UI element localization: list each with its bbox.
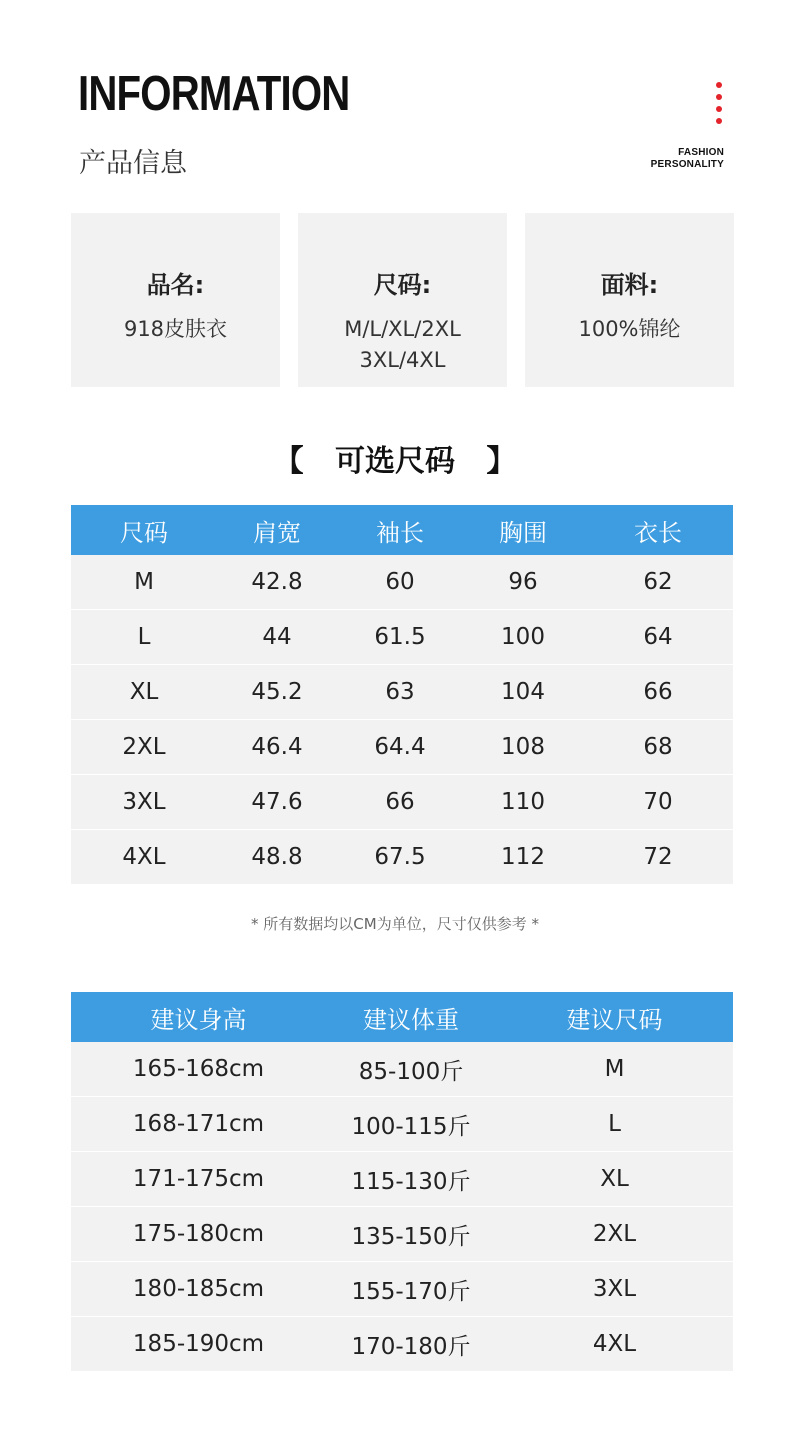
table-row xyxy=(71,1042,733,1097)
table-row xyxy=(71,555,733,610)
table-row xyxy=(71,1097,733,1152)
page-subtitle: 产品信息 xyxy=(79,148,187,179)
column-header: 袖长 xyxy=(337,505,463,555)
column-header: 建议身高 xyxy=(71,992,326,1042)
info-value-line: 3XL/4XL xyxy=(359,348,446,372)
table-row xyxy=(71,775,733,830)
table-cell: 64 xyxy=(583,610,733,665)
table-row xyxy=(71,720,733,775)
table-cell: 4XL xyxy=(496,1317,733,1372)
table-cell: 3XL xyxy=(496,1262,733,1317)
table-cell: L xyxy=(71,610,217,665)
dot-icon xyxy=(716,118,722,124)
info-label: 品名: xyxy=(146,271,205,299)
info-value xyxy=(298,314,507,376)
table-cell: 180-185cm xyxy=(71,1262,326,1317)
dot-icon xyxy=(716,106,722,112)
info-value: 918皮肤衣 xyxy=(123,317,228,341)
table-row xyxy=(71,610,733,665)
table-cell: 100 xyxy=(463,610,583,665)
units-note: * 所有数据均以CM为单位，尺寸仅供参考 * xyxy=(251,915,539,933)
table-cell: XL xyxy=(496,1152,733,1207)
column-header: 尺码 xyxy=(71,505,217,555)
table-cell: 60 xyxy=(337,555,463,610)
recommend-size-table xyxy=(71,992,733,1371)
table-cell: 115-130斤 xyxy=(326,1152,496,1207)
size-section-title: 【 可选尺码 】 xyxy=(273,444,517,479)
info-label: 面料: xyxy=(600,271,659,299)
table-cell: M xyxy=(496,1042,733,1097)
table-cell: 4XL xyxy=(71,830,217,885)
table-cell: 48.8 xyxy=(217,830,337,885)
table-cell: 168-171cm xyxy=(71,1097,326,1152)
table-cell: 175-180cm xyxy=(71,1207,326,1262)
table-row xyxy=(71,1317,733,1372)
column-header: 建议体重 xyxy=(326,992,496,1042)
dot-icon xyxy=(716,94,722,100)
table-row xyxy=(71,1152,733,1207)
table-cell: 185-190cm xyxy=(71,1317,326,1372)
column-header: 胸围 xyxy=(463,505,583,555)
fashion-tag xyxy=(651,147,724,171)
column-header: 衣长 xyxy=(583,505,733,555)
table-cell: 135-150斤 xyxy=(326,1207,496,1262)
table-cell: 2XL xyxy=(496,1207,733,1262)
table-cell: 100-115斤 xyxy=(326,1097,496,1152)
table-cell: 63 xyxy=(337,665,463,720)
dots-decoration-icon xyxy=(716,82,724,130)
info-value-line: M/L/XL/2XL xyxy=(344,317,461,341)
table-cell: XL xyxy=(71,665,217,720)
dot-icon xyxy=(716,82,722,88)
table-cell: 3XL xyxy=(71,775,217,830)
table-row xyxy=(71,1207,733,1262)
info-value: 100%锦纶 xyxy=(578,317,681,341)
table-row xyxy=(71,665,733,720)
table-cell: 45.2 xyxy=(217,665,337,720)
size-chart-table xyxy=(71,505,733,884)
table-cell: 108 xyxy=(463,720,583,775)
table-cell: 62 xyxy=(583,555,733,610)
info-label: 尺码: xyxy=(373,271,432,299)
tag-line-personality: PERSONALITY xyxy=(650,159,724,170)
table-cell: 165-168cm xyxy=(71,1042,326,1097)
table-cell: 112 xyxy=(463,830,583,885)
table-row xyxy=(71,830,733,885)
table-cell: 70 xyxy=(583,775,733,830)
table-cell: 66 xyxy=(337,775,463,830)
table-cell: 67.5 xyxy=(337,830,463,885)
column-header: 建议尺码 xyxy=(496,992,733,1042)
table-row xyxy=(71,1262,733,1317)
table-cell: 2XL xyxy=(71,720,217,775)
table-cell: 61.5 xyxy=(337,610,463,665)
tag-line-fashion: FASHION xyxy=(678,147,724,158)
table-cell: 171-175cm xyxy=(71,1152,326,1207)
info-box-fabric xyxy=(525,213,734,387)
product-info-row xyxy=(71,213,734,387)
table-cell: 68 xyxy=(583,720,733,775)
table-cell: 42.8 xyxy=(217,555,337,610)
table-header-row xyxy=(71,992,733,1042)
column-header: 肩宽 xyxy=(217,505,337,555)
table-cell: L xyxy=(496,1097,733,1152)
table-cell: 46.4 xyxy=(217,720,337,775)
info-box-name xyxy=(71,213,280,387)
table-cell: 47.6 xyxy=(217,775,337,830)
table-cell: 170-180斤 xyxy=(326,1317,496,1372)
table-cell: 155-170斤 xyxy=(326,1262,496,1317)
table-cell: 110 xyxy=(463,775,583,830)
table-header-row xyxy=(71,505,733,555)
table-cell: 104 xyxy=(463,665,583,720)
info-box-size xyxy=(298,213,507,387)
table-cell: M xyxy=(71,555,217,610)
page-title: INFORMATION xyxy=(78,67,350,121)
table-cell: 66 xyxy=(583,665,733,720)
table-cell: 72 xyxy=(583,830,733,885)
table-cell: 85-100斤 xyxy=(326,1042,496,1097)
table-cell: 44 xyxy=(217,610,337,665)
table-cell: 64.4 xyxy=(337,720,463,775)
table-cell: 96 xyxy=(463,555,583,610)
